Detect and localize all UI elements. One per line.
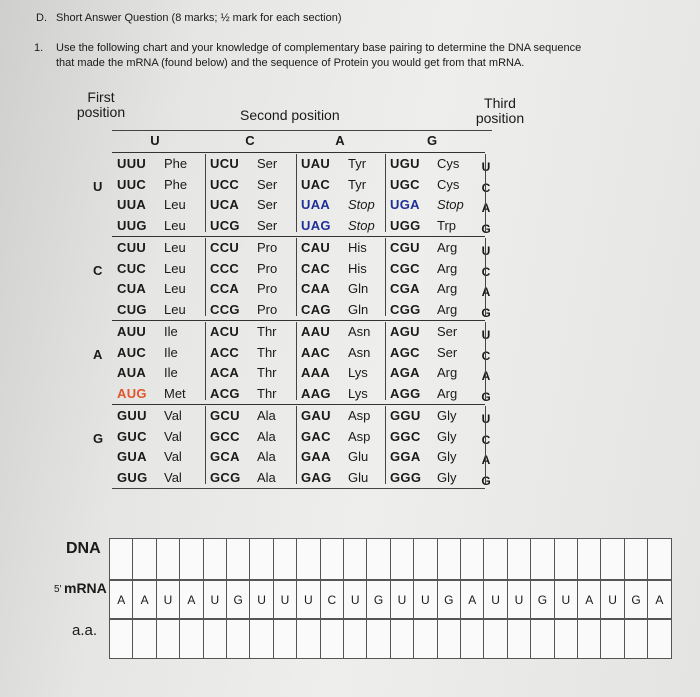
- codon-gcg: GCG: [210, 469, 241, 485]
- amino-acid-aac: Asn: [348, 344, 371, 360]
- aa-cell[interactable]: [600, 619, 624, 659]
- amino-acid-ugg: Trp: [437, 217, 457, 233]
- column-divider: [385, 154, 386, 232]
- amino-acid-ugu: Cys: [437, 156, 460, 171]
- third-base-c: C: [481, 348, 491, 363]
- dna-cell[interactable]: [624, 538, 648, 580]
- codon-aau: AAU: [301, 324, 331, 339]
- aa-cell[interactable]: [437, 619, 461, 659]
- column-divider: [205, 406, 206, 484]
- amino-acid-auc: Ile: [164, 344, 178, 360]
- amino-acid-uuc: Phe: [164, 176, 188, 192]
- dna-cell[interactable]: [577, 538, 601, 580]
- dna-cell[interactable]: [483, 538, 507, 580]
- aa-cell[interactable]: [179, 619, 203, 659]
- codon-cac: CAC: [301, 260, 331, 276]
- dna-cell[interactable]: [203, 538, 227, 580]
- chart-bottom-line: [112, 488, 485, 489]
- codon-ggg: GGG: [390, 469, 422, 485]
- codon-agc: AGC: [390, 344, 420, 360]
- dna-cell[interactable]: [413, 538, 437, 580]
- aa-cell[interactable]: [366, 619, 390, 659]
- amino-acid-uua: Leu: [164, 197, 186, 212]
- codon-aug: AUG: [117, 385, 147, 401]
- mrna-cell: G: [437, 580, 461, 619]
- amino-acid-ggu: Gly: [437, 408, 457, 423]
- dna-cell[interactable]: [437, 538, 461, 580]
- codon-acu: ACU: [210, 324, 240, 339]
- dna-cell[interactable]: [507, 538, 531, 580]
- aa-cell[interactable]: [624, 619, 648, 659]
- codon-ccu: CCU: [210, 240, 240, 255]
- mrna-cell: U: [296, 580, 320, 619]
- column-divider: [485, 238, 486, 316]
- mrna-cell: U: [273, 580, 297, 619]
- amino-acid-cga: Arg: [437, 281, 458, 296]
- amino-acid-caa: Gln: [348, 281, 369, 296]
- amino-acid-ggc: Gly: [437, 428, 457, 444]
- aa-cell[interactable]: [132, 619, 156, 659]
- codon-aca: ACA: [210, 365, 240, 380]
- codon-ucu: UCU: [210, 156, 240, 171]
- amino-acid-aaa: Lys: [348, 365, 368, 380]
- mrna-cell: U: [249, 580, 273, 619]
- aa-cell[interactable]: [483, 619, 507, 659]
- codon-auc: AUC: [117, 344, 147, 360]
- dna-cell[interactable]: [390, 538, 414, 580]
- amino-acid-aug: Met: [164, 385, 186, 401]
- amino-acid-cuc: Leu: [164, 260, 186, 276]
- column-divider: [385, 238, 386, 316]
- amino-acid-ccc: Pro: [257, 260, 278, 276]
- codon-cau: CAU: [301, 240, 331, 255]
- dna-cell[interactable]: [366, 538, 390, 580]
- third-base-g: G: [481, 221, 491, 236]
- codon-cgg: CGG: [390, 301, 421, 317]
- codon-uga: UGA: [390, 197, 420, 212]
- first-base-c: C: [93, 263, 103, 278]
- mrna-cell: A: [109, 580, 133, 619]
- codon-cug: CUG: [117, 301, 147, 317]
- aa-cell[interactable]: [343, 619, 367, 659]
- codon-acc: ACC: [210, 344, 240, 360]
- mrna-cell: U: [203, 580, 227, 619]
- codon-uac: UAC: [301, 176, 331, 192]
- aa-cell[interactable]: [249, 619, 273, 659]
- amino-acid-aau: Asn: [348, 324, 371, 339]
- mrna-cell: U: [600, 580, 624, 619]
- third-base-c: C: [481, 180, 491, 195]
- column-divider: [296, 406, 297, 484]
- amino-acid-aga: Arg: [437, 365, 458, 380]
- column-divider: [385, 406, 386, 484]
- header-divider: [112, 130, 492, 131]
- codon-gug: GUG: [117, 469, 148, 485]
- amino-acid-uac: Tyr: [348, 176, 367, 192]
- amino-acid-gac: Asp: [348, 428, 371, 444]
- third-base-u: U: [481, 160, 491, 174]
- dna-cell[interactable]: [132, 538, 156, 580]
- third-base-u: U: [481, 244, 491, 258]
- mrna-cell: G: [226, 580, 250, 619]
- mrna-cell: U: [554, 580, 578, 619]
- aa-cell[interactable]: [156, 619, 180, 659]
- amino-acid-uag: Stop: [348, 217, 375, 233]
- amino-acid-uuu: Phe: [164, 156, 188, 171]
- aa-cell[interactable]: [413, 619, 437, 659]
- amino-acid-cag: Gln: [348, 301, 369, 317]
- amino-acid-cca: Pro: [257, 281, 278, 296]
- amino-acid-aag: Lys: [348, 385, 368, 401]
- aa-cell[interactable]: [460, 619, 484, 659]
- third-base-u: U: [481, 412, 491, 426]
- amino-acid-gau: Asp: [348, 408, 371, 423]
- codon-uua: UUA: [117, 197, 147, 212]
- amino-acid-cuu: Leu: [164, 240, 186, 255]
- third-base-a: A: [481, 369, 491, 383]
- dna-cell[interactable]: [226, 538, 250, 580]
- amino-acid-cgc: Arg: [437, 260, 458, 276]
- amino-acid-acc: Thr: [257, 344, 277, 360]
- dna-cell[interactable]: [179, 538, 203, 580]
- question-line-1: Use the following chart and your knowledge of complementary base pairing to determine the DNA sequence: [56, 42, 582, 54]
- column-divider: [205, 322, 206, 400]
- mrna-cell: A: [460, 580, 484, 619]
- mrna-cell: A: [179, 580, 203, 619]
- codon-cuu: CUU: [117, 240, 147, 255]
- third-base-a: A: [481, 453, 491, 467]
- aa-row-label: a.a.: [72, 622, 98, 639]
- aa-cell[interactable]: [577, 619, 601, 659]
- amino-acid-agc: Ser: [437, 344, 458, 360]
- dna-cell[interactable]: [530, 538, 554, 580]
- amino-acid-agu: Ser: [437, 324, 458, 339]
- codon-ccc: CCC: [210, 260, 240, 276]
- amino-acid-ucc: Ser: [257, 176, 278, 192]
- third-position-label: Third position: [475, 95, 525, 126]
- codon-gac: GAC: [301, 428, 331, 444]
- third-base-g: G: [481, 389, 491, 404]
- amino-acid-uga: Stop: [437, 197, 464, 212]
- aa-cell[interactable]: [530, 619, 554, 659]
- third-base-a: A: [481, 201, 491, 215]
- codon-ugu: UGU: [390, 156, 420, 171]
- third-base-g: G: [481, 305, 491, 320]
- first-base-g: G: [93, 431, 104, 446]
- amino-acid-cgg: Arg: [437, 301, 458, 317]
- aa-cell[interactable]: [647, 619, 671, 659]
- mrna-cell: U: [483, 580, 507, 619]
- dna-cell[interactable]: [600, 538, 624, 580]
- mrna-cell: A: [577, 580, 601, 619]
- amino-acid-acg: Thr: [257, 385, 277, 401]
- codon-aua: AUA: [117, 365, 147, 380]
- codon-gcc: GCC: [210, 428, 240, 444]
- codon-cuc: CUC: [117, 260, 147, 276]
- column-divider: [385, 322, 386, 400]
- codon-guu: GUU: [117, 408, 147, 423]
- first-base-u: U: [93, 179, 103, 194]
- dna-cell[interactable]: [320, 538, 344, 580]
- codon-cgc: CGC: [390, 260, 420, 276]
- codon-guc: GUC: [117, 428, 147, 444]
- aa-cell[interactable]: [109, 619, 133, 659]
- codon-aac: AAC: [301, 344, 331, 360]
- codon-uaa: UAA: [301, 197, 331, 212]
- mrna-cell: G: [530, 580, 554, 619]
- amino-acid-cug: Leu: [164, 301, 186, 317]
- aa-cell[interactable]: [554, 619, 578, 659]
- amino-acid-uug: Leu: [164, 217, 186, 233]
- amino-acid-gcc: Ala: [257, 428, 276, 444]
- mrna-cell: U: [343, 580, 367, 619]
- third-base-u: U: [481, 328, 491, 342]
- codon-uug: UUG: [117, 217, 147, 233]
- mrna-cell: A: [647, 580, 671, 619]
- amino-acid-gug: Val: [164, 469, 182, 485]
- codon-ugg: UGG: [390, 217, 421, 233]
- mrna-cell: U: [413, 580, 437, 619]
- second-base-u: U: [150, 133, 160, 148]
- mrna-cell: G: [624, 580, 648, 619]
- column-divider: [296, 322, 297, 400]
- dna-cell[interactable]: [249, 538, 273, 580]
- codon-ggu: GGU: [390, 408, 421, 423]
- aa-cell[interactable]: [296, 619, 320, 659]
- mrna-cell: U: [507, 580, 531, 619]
- third-base-c: C: [481, 264, 491, 279]
- codon-aga: AGA: [390, 365, 420, 380]
- mrna-prefix: 5': [54, 584, 62, 595]
- amino-acid-gca: Ala: [257, 449, 276, 464]
- section-title: Short Answer Question (8 marks; ½ mark for each section): [56, 12, 342, 24]
- mrna-cell: C: [320, 580, 344, 619]
- amino-acid-ucu: Ser: [257, 156, 278, 171]
- aa-cell[interactable]: [226, 619, 250, 659]
- column-divider: [296, 154, 297, 232]
- dna-cell[interactable]: [156, 538, 180, 580]
- dna-row-label: DNA: [66, 540, 101, 557]
- amino-acid-cau: His: [348, 240, 367, 255]
- amino-acid-ucg: Ser: [257, 217, 278, 233]
- amino-acid-ccu: Pro: [257, 240, 278, 255]
- amino-acid-cgu: Arg: [437, 240, 458, 255]
- codon-cua: CUA: [117, 281, 147, 296]
- codon-acg: ACG: [210, 385, 240, 401]
- amino-acid-gcu: Ala: [257, 408, 276, 423]
- aa-cell[interactable]: [273, 619, 297, 659]
- section-label: D.: [36, 12, 47, 24]
- question-number: 1.: [34, 42, 44, 54]
- codon-aag: AAG: [301, 385, 331, 401]
- amino-acid-ccg: Pro: [257, 301, 278, 317]
- mrna-row-label: mRNA: [64, 580, 107, 596]
- aa-cell[interactable]: [320, 619, 344, 659]
- amino-acid-gga: Gly: [437, 449, 457, 464]
- column-divider: [296, 238, 297, 316]
- codon-gau: GAU: [301, 408, 331, 423]
- mrna-cell: U: [390, 580, 414, 619]
- amino-acid-guu: Val: [164, 408, 182, 423]
- amino-acid-ggg: Gly: [437, 469, 457, 485]
- amino-acid-agg: Arg: [437, 385, 458, 401]
- dna-cell[interactable]: [296, 538, 320, 580]
- codon-ucc: UCC: [210, 176, 240, 192]
- column-divider: [485, 406, 486, 484]
- codon-uuu: UUU: [117, 156, 147, 171]
- column-divider: [485, 322, 486, 400]
- column-divider: [205, 238, 206, 316]
- codon-cag: CAG: [301, 301, 331, 317]
- question-line-2: that made the mRNA (found below) and the sequence of Protein you would get from that mRNA.: [56, 57, 525, 69]
- amino-acid-auu: Ile: [164, 324, 178, 339]
- codon-gaa: GAA: [301, 449, 331, 464]
- codon-gga: GGA: [390, 449, 421, 464]
- amino-acid-aca: Thr: [257, 365, 277, 380]
- amino-acid-uaa: Stop: [348, 197, 375, 212]
- amino-acid-gua: Val: [164, 449, 182, 464]
- codon-gag: GAG: [301, 469, 332, 485]
- codon-uau: UAU: [301, 156, 331, 171]
- amino-acid-ugc: Cys: [437, 176, 460, 192]
- column-divider: [485, 154, 486, 232]
- codon-agu: AGU: [390, 324, 420, 339]
- codon-ugc: UGC: [390, 176, 420, 192]
- first-position-label: First position: [76, 89, 126, 120]
- codon-caa: CAA: [301, 281, 331, 296]
- dna-cell[interactable]: [460, 538, 484, 580]
- codon-gcu: GCU: [210, 408, 240, 423]
- dna-cell[interactable]: [343, 538, 367, 580]
- codon-ggc: GGC: [390, 428, 421, 444]
- codon-uag: UAG: [301, 217, 331, 233]
- amino-acid-gaa: Glu: [348, 449, 369, 464]
- mrna-cell: A: [132, 580, 156, 619]
- dna-cell[interactable]: [273, 538, 297, 580]
- codon-aaa: AAA: [301, 365, 331, 380]
- codon-gca: GCA: [210, 449, 240, 464]
- amino-acid-cua: Leu: [164, 281, 186, 296]
- codon-gua: GUA: [117, 449, 147, 464]
- codon-auu: AUU: [117, 324, 147, 339]
- codon-ccg: CCG: [210, 301, 240, 317]
- codon-cca: CCA: [210, 281, 240, 296]
- first-base-a: A: [93, 347, 103, 362]
- dna-cell[interactable]: [554, 538, 578, 580]
- dna-cell[interactable]: [647, 538, 671, 580]
- codon-agg: AGG: [390, 385, 421, 401]
- amino-acid-gcg: Ala: [257, 469, 276, 485]
- second-base-c: C: [245, 133, 255, 148]
- amino-acid-gag: Glu: [348, 469, 369, 485]
- codon-ucg: UCG: [210, 217, 240, 233]
- codon-cgu: CGU: [390, 240, 420, 255]
- aa-cell[interactable]: [390, 619, 414, 659]
- amino-acid-uca: Ser: [257, 197, 278, 212]
- amino-acid-uau: Tyr: [348, 156, 367, 171]
- dna-cell[interactable]: [109, 538, 133, 580]
- aa-cell[interactable]: [203, 619, 227, 659]
- third-base-g: G: [481, 473, 491, 488]
- amino-acid-aua: Ile: [164, 365, 178, 380]
- mrna-cell: U: [156, 580, 180, 619]
- third-base-a: A: [481, 285, 491, 299]
- second-base-g: G: [426, 133, 438, 148]
- amino-acid-guc: Val: [164, 428, 182, 444]
- third-base-c: C: [481, 432, 491, 447]
- codon-uuc: UUC: [117, 176, 147, 192]
- codon-uca: UCA: [210, 197, 240, 212]
- mrna-cell: G: [366, 580, 390, 619]
- column-divider: [205, 154, 206, 232]
- second-position-label: Second position: [240, 107, 340, 123]
- codon-cga: CGA: [390, 281, 420, 296]
- aa-cell[interactable]: [507, 619, 531, 659]
- amino-acid-cac: His: [348, 260, 367, 276]
- second-base-a: A: [335, 133, 345, 148]
- amino-acid-acu: Thr: [257, 324, 277, 339]
